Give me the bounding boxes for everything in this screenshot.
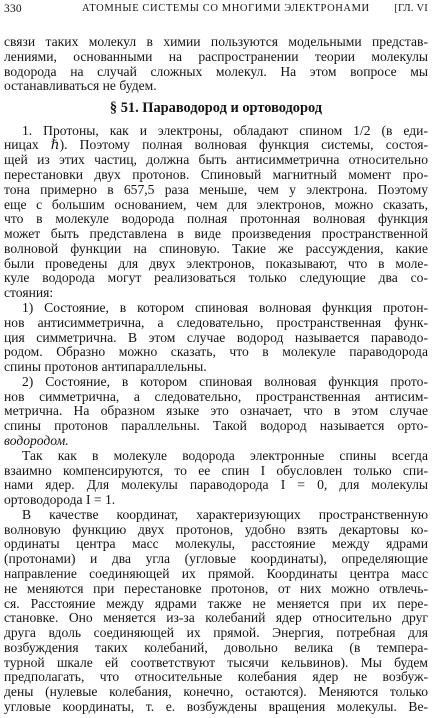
text-line: перестановки двух протонов. Спиновый магнитный момент про- [4, 168, 428, 182]
text-line: лениями, основанными на распространении теории молекулы [4, 49, 428, 64]
section-heading: § 51. Параводород и ортоводород [109, 100, 323, 117]
text-line: спины протонов антипараллельны. [4, 360, 207, 375]
text-line: 1) Состояние, в котором спиновая волновая функция протон- [22, 301, 428, 315]
text-line: что в молекуле водорода полная протонная волновая функция [4, 212, 428, 227]
text-line: куле водорода могут реализоваться только следующие два со- [4, 271, 428, 286]
text-line: ся. Расстояние между ядрами также не меняется при их пере- [4, 596, 428, 611]
text-line: водородом. [4, 434, 69, 448]
running-head [4, 3, 428, 19]
text-line: взаимно компенсируются, то ее спин I обусловлен только спи- [4, 463, 428, 478]
text-line: друга вдоль соединяющей их прямой. Энергия, потребная для [4, 626, 428, 641]
text-line: ортоводорода I = 1. [4, 493, 116, 508]
text-line: были проведены для двух электронов, показывают, что в моле- [4, 256, 428, 271]
text-line: Так как в молекуле водорода электронные спины всегда [22, 448, 428, 463]
text-line: волновой функции на спиновую. Такие же рассуждения, какие [4, 241, 428, 256]
chapter-label: [ГЛ. VI [394, 3, 428, 14]
chapter-running-title: АТОМНЫЕ СИСТЕМЫ СО МНОГИМИ ЭЛЕКТРОНАМИ [82, 3, 370, 14]
text-line: нами ядер. Для молекулы параводорода I = 0, для молекулы [4, 478, 428, 493]
text-line: 1. Протоны, как и электроны, обладают спином 1/2 (в еди- [22, 123, 428, 138]
text-line: еще с большим основанием, чем для электронов, можно сказать, [4, 197, 428, 212]
text-line: родом. Образно можно сказать, что в молекуле параводорода [4, 345, 428, 360]
text-line: связи таких молекул в химии пользуются модельными представ- [4, 35, 428, 49]
text-line: нов симметрична, а следовательно, пространственная антисим- [4, 389, 428, 404]
text-line: спины протонов параллельны. Такой водород называется орто- [4, 419, 428, 434]
text-line: щей из этих частиц, должна быть антисимметрична относительно [4, 153, 428, 168]
text-line: не меняются при перестановке протонов, от них можно отвлечь- [4, 581, 428, 596]
text-line: 2) Состояние, в котором спиновая волновая функция прото- [22, 374, 428, 389]
text-line: угловые координаты, т. е. возбуждены вращения молекулы. Ве- [4, 700, 428, 714]
text-line: направление соединяющей их прямой. Координаты центра масс [4, 567, 428, 581]
text-line: становке. Оно меняется из-за колебаний ядер относительно друг [4, 611, 428, 626]
text-line: ницах ℏ). Поэтому полная волновая функция системы, состоя- [4, 138, 428, 153]
text-line: возбуждения таких колебаний, довольно велика (в темпера- [4, 640, 428, 655]
page-number: 330 [4, 3, 22, 15]
text-line: предполагать, что относительные колебания ядер не возбуж- [4, 670, 428, 685]
text-line: дены (нулевые колебания, конечно, остаются). Меняются только [4, 685, 428, 700]
text-line: турной шкале ей соответствуют тысячи кельвинов). Мы будем [4, 655, 428, 670]
text-line: стояния: [4, 286, 54, 301]
text-line: тона примерно в 657,5 раза меньше, чем у электрона. Поэтому [4, 182, 428, 197]
text-line: В качестве координат, характеризующих пространственную [22, 507, 428, 522]
text-line: может быть представлена в виде произведения пространственной [4, 227, 428, 242]
text-line: (протонами) и два угла (угловые координаты), определяющие [4, 552, 428, 567]
text-line: нов антисимметрична, а следовательно, пространственная функ- [4, 315, 428, 330]
text-line: волновую функцию двух протонов, удобно взять декартовы ко- [4, 522, 428, 537]
text-line: метрична. На образном языке это означает, что в этом случае [4, 404, 428, 419]
text-line: останавливаться не будем. [4, 79, 157, 94]
text-line: водорода на случай сложных молекул. На этом вопросе мы [4, 64, 428, 79]
text-line: ция симметрична. В этом случае водород называется параводо- [4, 330, 428, 345]
text-line: ординаты центра масс молекулы, расстояние между ядрами [4, 537, 428, 552]
